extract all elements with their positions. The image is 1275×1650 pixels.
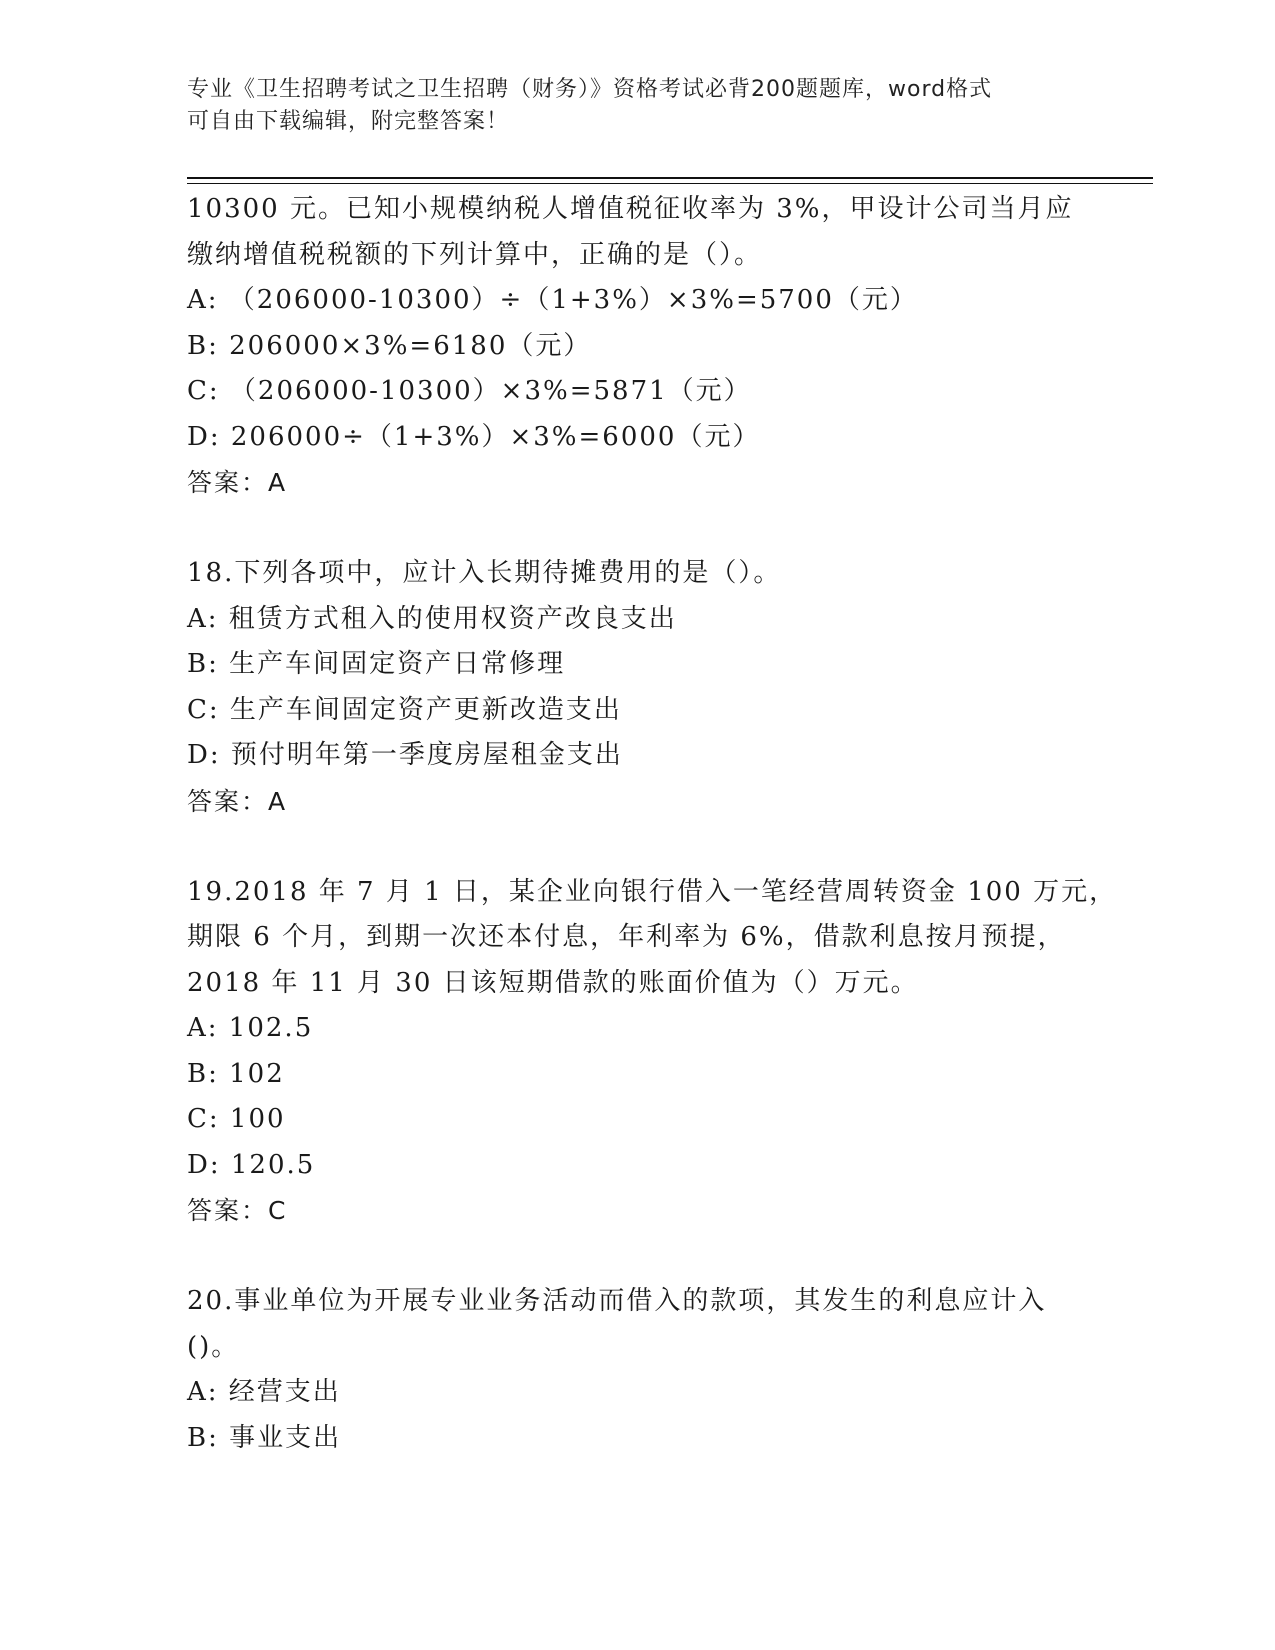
spacer (187, 506, 1087, 552)
question-text: 10300 元。已知小规模纳税人增值税征收率为 3%，甲设计公司当月应 (187, 194, 1074, 224)
question-20 (187, 1279, 1087, 1461)
header-divider-thick (187, 177, 1153, 179)
option-d: D: 预付明年第一季度房屋租金支出 (187, 740, 623, 770)
question-19 (187, 870, 1118, 1234)
option-a: A: 经营支出 (187, 1377, 341, 1407)
question-18 (187, 551, 1087, 824)
question-text: ()。 (187, 1331, 240, 1362)
option-c: C: 生产车间固定资产更新改造支出 (187, 694, 622, 725)
option-b: B: 事业支出 (187, 1422, 342, 1453)
option-a: A: 租赁方式租入的使用权资产改良支出 (187, 603, 677, 634)
answer: 答案：A (187, 786, 288, 816)
header-line-1: 专业《卫生招聘考试之卫生招聘（财务）》资格考试必背200题题库，word格式 (187, 77, 993, 102)
option-d: D: 206000÷（1+3%）×3%=6000（元） (187, 421, 761, 452)
option-c: C: 100 (187, 1104, 286, 1134)
option-b: B: 生产车间固定资产日常修理 (187, 649, 566, 679)
question-text: 2018 年 11 月 30 日该短期借款的账面价值为（）万元。 (187, 967, 919, 998)
question-text: 期限 6 个月，到期一次还本付息，年利率为 6%，借款利息按月预提， (187, 922, 1066, 952)
document-header (187, 74, 1087, 138)
option-c: C: （206000-10300）×3%=5871（元） (187, 376, 752, 406)
question-content (187, 187, 1118, 1461)
question-text: 18.下列各项中，应计入长期待摊费用的是（）。 (187, 558, 782, 588)
spacer (187, 824, 1087, 870)
question-text: 20.事业单位为开展专业业务活动而借入的款项，其发生的利息应计入 (187, 1286, 1047, 1316)
header-divider-thin (187, 183, 1153, 184)
spacer (187, 1234, 1087, 1280)
option-b: B: 102 (187, 1058, 285, 1089)
header-line-2: 可自由下载编辑，附完整答案！ (187, 109, 510, 134)
question-17 (187, 187, 1087, 506)
option-a: A: 102.5 (187, 1013, 314, 1043)
option-b: B: 206000×3%=6180（元） (187, 330, 592, 361)
option-a: A: （206000-10300）÷（1+3%）×3%=5700（元） (187, 285, 918, 315)
answer: 答案：C (187, 1196, 288, 1225)
question-text: 19.2018 年 7 月 1 日，某企业向银行借入一笔经营周转资金 100 万元， (187, 876, 1118, 907)
answer: 答案：A (187, 468, 288, 497)
option-d: D: 120.5 (187, 1149, 316, 1180)
question-text: 缴纳增值税税额的下列计算中，正确的是（）。 (187, 239, 763, 270)
